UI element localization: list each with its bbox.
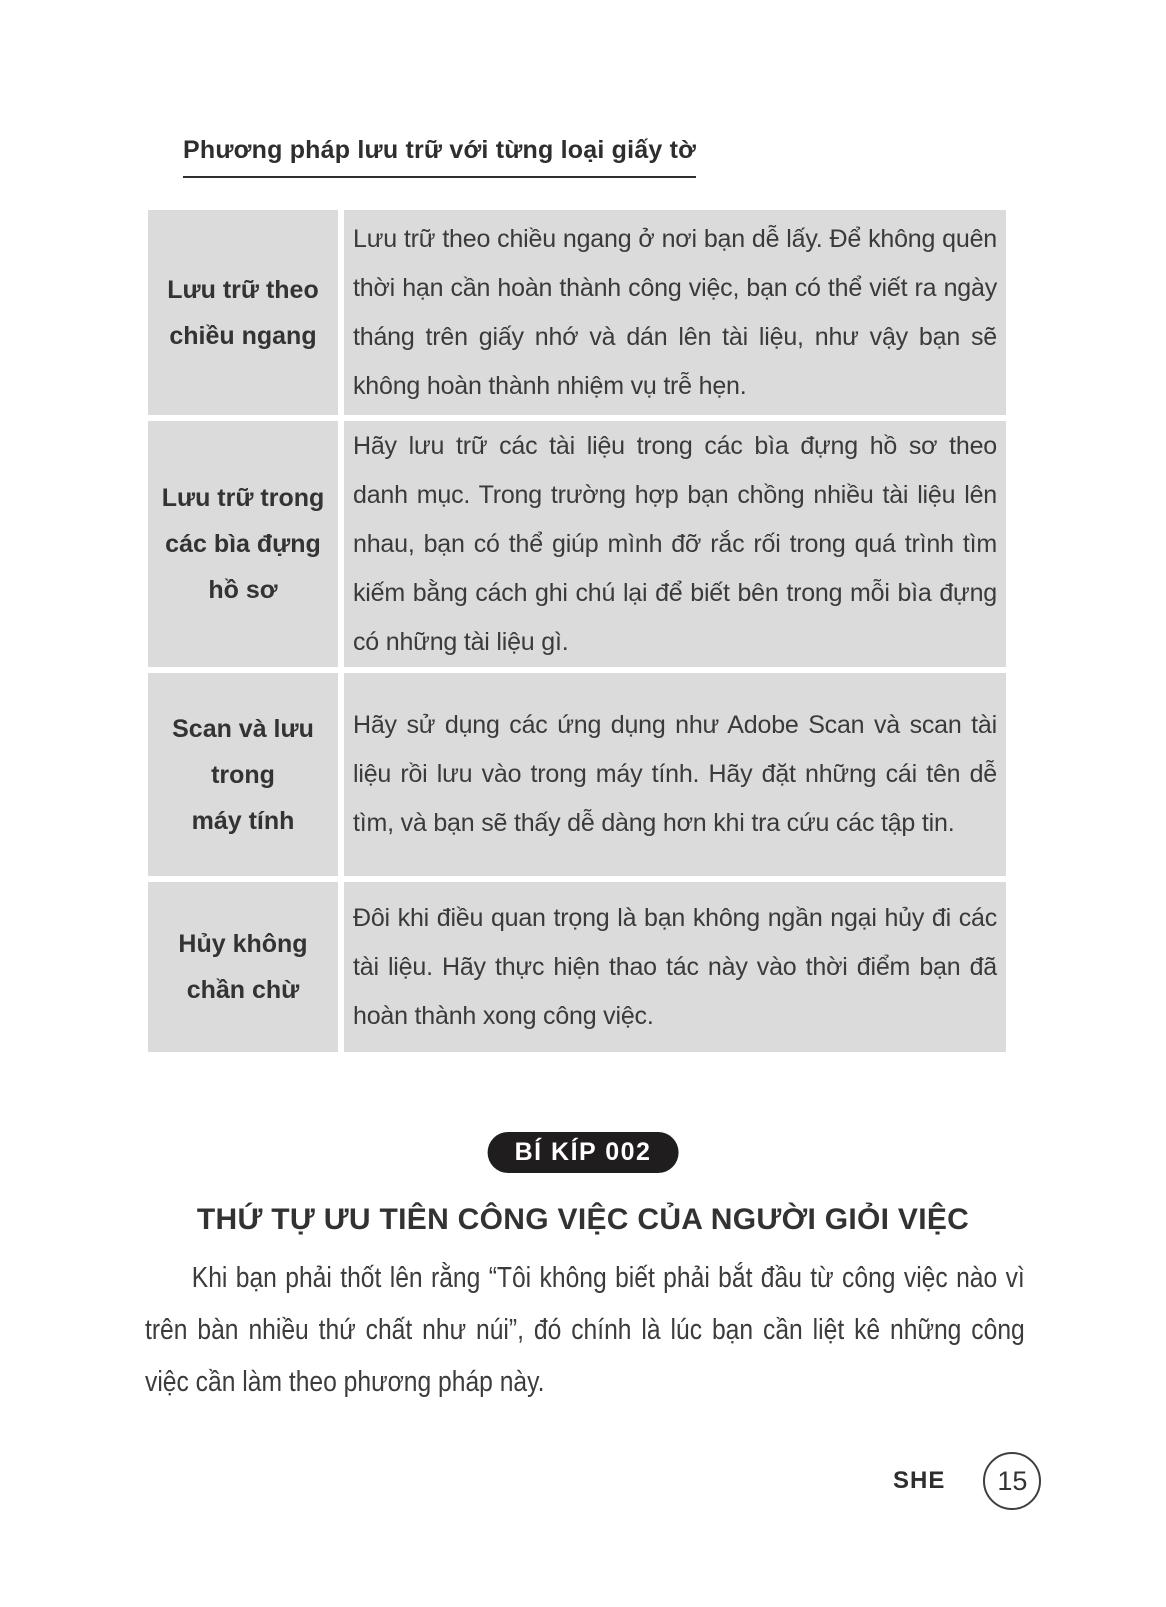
row-label-line: Lưu trữ theo [167, 275, 319, 304]
row-label-line: các bìa đựng [165, 530, 321, 558]
row-label-line: Lưu trữ trong [161, 484, 325, 512]
row-text-cell [344, 210, 1006, 415]
row-label-line: chiều ngang [169, 321, 317, 350]
table-row [148, 882, 1006, 1052]
paragraph-text: Khi bạn phải thốt lên rằng “Tôi không biết phải bắt đầu từ công việc nào vì trên bàn nhiều thứ chất như núi”, đó chính là lúc bạn cần liệt kê những công việc cần làm theo phương pháp này. [145, 1262, 1025, 1398]
row-text: Đôi khi điều quan trọng là bạn không ngần ngại hủy đi các tài liệu. Hãy thực hiện thao tác này vào thời điểm bạn đã hoàn thành xong công việc. [353, 903, 997, 1030]
row-text: Hãy lưu trữ các tài liệu trong các bìa đựng hồ sơ theo danh mục. Trong trường hợp bạn chồng nhiều tài liệu lên nhau, bạn có thể giúp mình đỡ rắc rối trong quá trình tìm kiếm bằng cách ghi chú lại để biết bên trong mỗi bìa đựng có những tài liệu gì. [353, 431, 997, 656]
table-row [148, 210, 1006, 415]
table-row [148, 421, 1006, 667]
row-label-line: máy tính [191, 806, 295, 835]
page-footer [893, 1452, 1041, 1510]
row-text: Hãy sử dụng các ứng dụng như Adobe Scan và scan tài liệu rồi lưu vào trong máy tính. Hãy đặt những cái tên dễ tìm, và bạn sẽ thấy dễ dàng hơn khi tra cứu các tập tin. [353, 711, 997, 837]
brand-label: SHE [893, 1467, 946, 1494]
section-heading: THỨ TỰ ƯU TIÊN CÔNG VIỆC CỦA NGƯỜI GIỎI VIỆC [196, 1203, 970, 1236]
row-label-cell [148, 210, 338, 415]
tip-number-badge: BÍ KÍP 002 [488, 1132, 679, 1173]
row-label-line: Scan và lưu [172, 714, 314, 743]
row-label-cell [148, 673, 338, 876]
row-text-cell [344, 882, 1006, 1052]
row-text-cell [344, 421, 1006, 667]
page-title: Phương pháp lưu trữ với từng loại giấy tờ [183, 136, 696, 178]
storage-methods-table [148, 210, 1006, 1052]
table-row [148, 673, 1006, 876]
paragraph-block [145, 1252, 1025, 1408]
row-label-cell [148, 421, 338, 667]
page-number: 15 [997, 1465, 1028, 1496]
row-label-cell [148, 882, 338, 1052]
row-label-line: chần chừ [186, 976, 300, 1004]
row-text-cell [344, 673, 1006, 876]
row-text: Lưu trữ theo chiều ngang ở nơi bạn dễ lấy. Để không quên thời hạn cần hoàn thành công việc, bạn có thể viết ra ngày tháng trên giấy nhớ và dán lên tài liệu, như vậy bạn sẽ không hoàn thành nhiệm vụ trễ hẹn. [353, 224, 997, 400]
row-label-line: trong [211, 760, 275, 789]
page-number-badge [983, 1452, 1041, 1510]
row-label-line: Hủy không [178, 930, 308, 958]
row-label-line: hồ sơ [208, 576, 278, 604]
